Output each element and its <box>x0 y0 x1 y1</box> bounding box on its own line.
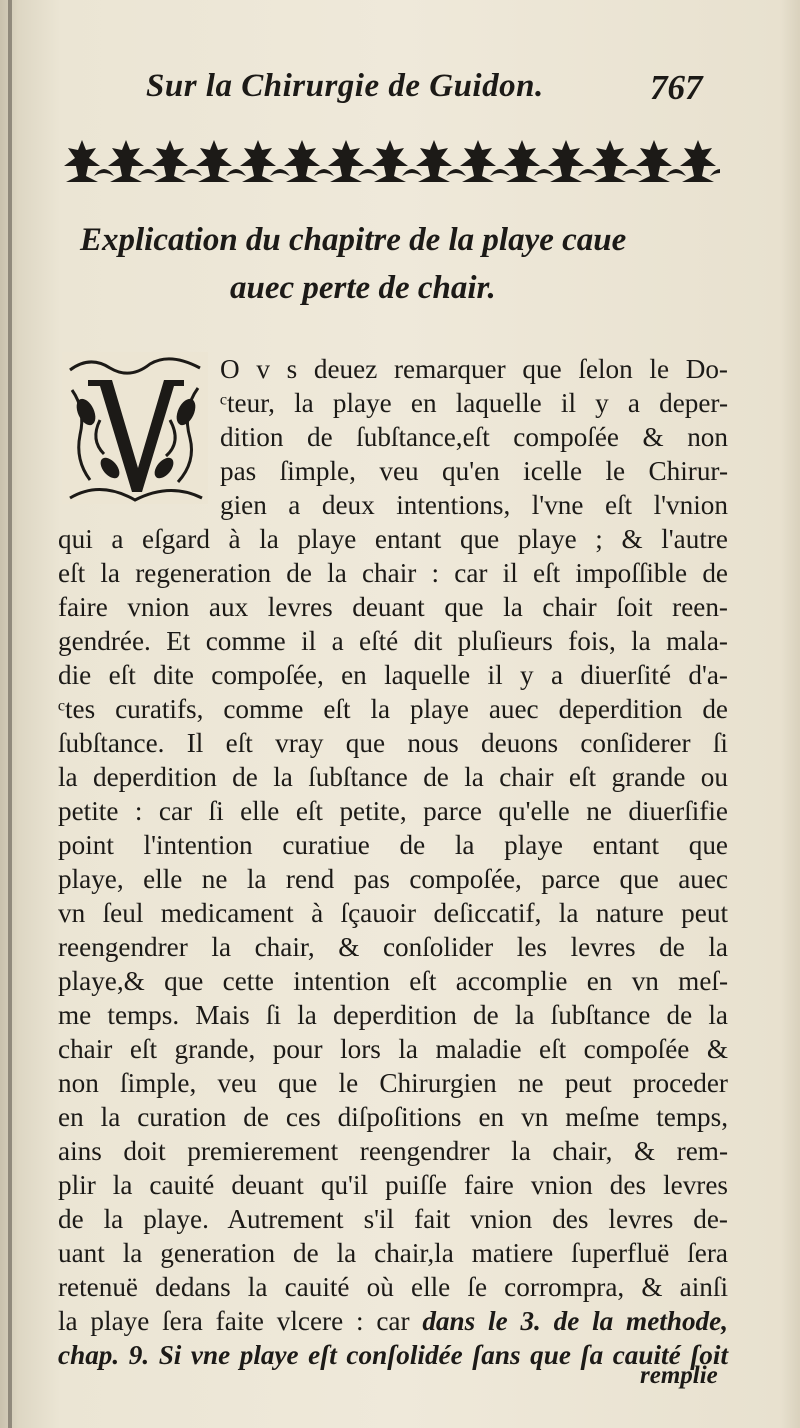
body-line-last <box>58 1304 728 1338</box>
body-line: de la playe. Autrement s'il fait vnion des levres de- <box>58 1204 728 1234</box>
body-line: uant la generation de la chair,la matiere ſuperfluë ſera <box>58 1238 728 1268</box>
body-line: ains doit premierement reengendrer la chair, & rem- <box>58 1136 728 1166</box>
body-line: petite : car ſi elle eſt petite, parce qu'elle ne diuerſifie <box>58 796 728 826</box>
fleuron-link <box>534 169 554 176</box>
fleuron-link <box>666 169 686 176</box>
page-number: 767 <box>650 68 703 107</box>
fleuron-link <box>182 169 202 176</box>
body-line: faire vnion aux levres deuant que la chair ſoit reen- <box>58 592 728 622</box>
body-line: chair eſt grande, pour lors la maladie eſt compoſée & <box>58 1034 728 1064</box>
chapter-heading-line-2: auec perte de chair. <box>230 270 496 306</box>
body-line: me temps. Mais ſi la deperdition de la ſubſtance de la <box>58 1000 728 1030</box>
body-line: retenuë dedans la cauité où elle ſe corrompra, & ainſi <box>58 1272 728 1302</box>
continuation-line: chap. 9. Si vne playe eſt conſolidée ſans que ſa cauité ſoit <box>58 1340 728 1370</box>
body-line: reengendrer la chair, & conſolider les levres de la <box>58 932 728 962</box>
fleuron-link <box>490 169 510 176</box>
fleuron-link <box>578 169 598 176</box>
fleuron-mark <box>548 140 584 182</box>
body-line-italic: dans le 3. de la methode, <box>422 1306 728 1336</box>
body-line: pas ſimple, veu qu'en icelle le Chirur- <box>220 456 728 486</box>
body-line: la deperdition de la ſubſtance de la chair eſt grande ou <box>58 762 728 792</box>
body-line: non ſimple, veu que le Chirurgien ne peut proceder <box>58 1068 728 1098</box>
fleuron-link <box>94 169 114 176</box>
fleuron-link <box>314 169 334 176</box>
fleuron-mark <box>504 140 540 182</box>
body-line: O v s deuez remarquer que ſelon le Do- <box>220 354 728 384</box>
body-line-roman: la playe ſera faite vlcere : car <box>58 1306 410 1336</box>
fleuron-mark <box>328 140 364 182</box>
body-text <box>58 352 728 1372</box>
body-line: die eſt dite compoſée, en laquelle il y a diuerſité d'a- <box>58 660 728 690</box>
fleuron-mark <box>416 140 452 182</box>
page-gutter-shadow <box>8 0 12 1428</box>
body-line: ᶜtes curatifs, comme eſt la playe auec deperdition de <box>58 694 728 724</box>
body-line: ſubſtance. Il eſt vray que nous deuons conſiderer ſi <box>58 728 728 758</box>
body-line: gien a deux intentions, l'vne eſt l'vnion <box>220 490 728 520</box>
fleuron-link <box>622 169 642 176</box>
body-line: eſt la regeneration de la chair : car il eſt impoſſible de <box>58 558 728 588</box>
body-line: ᶜteur, la playe en laquelle il y a deper- <box>220 388 728 418</box>
fleuron-mark <box>108 140 144 182</box>
running-title: Sur la Chirurgie de Guidon. <box>146 68 544 104</box>
chapter-heading-line-1: Explication du chapitre de la playe caue <box>80 222 627 258</box>
fleuron-mark <box>592 140 628 182</box>
body-line: dition de ſubſtance,eſt compoſée & non <box>220 422 728 452</box>
body-line: vn ſeul medicament à ſçauoir deſiccatif, la nature peut <box>58 898 728 928</box>
fleuron-link <box>710 169 720 176</box>
body-line: point l'intention curatiue de la playe entant que <box>58 830 728 860</box>
fleuron-mark <box>152 140 188 182</box>
fleuron-mark <box>64 140 100 182</box>
fleuron-link <box>446 169 466 176</box>
fleuron-mark <box>460 140 496 182</box>
body-line: qui a eſgard à la playe entant que playe ; & l'autre <box>58 524 728 554</box>
fleuron-link <box>138 169 158 176</box>
fleuron-band-icon <box>60 136 720 188</box>
fleuron-mark <box>680 140 716 182</box>
fleuron-link <box>270 169 290 176</box>
fleuron-mark <box>636 140 672 182</box>
fleuron-link <box>226 169 246 176</box>
body-line: playe, elle ne la rend pas compoſée, parce que auec <box>58 864 728 894</box>
fleuron-link <box>402 169 422 176</box>
catchword: remplie <box>640 1362 718 1389</box>
running-head <box>0 68 800 118</box>
fleuron-mark <box>240 140 276 182</box>
body-line: en la curation de ces diſpoſitions en vn meſme temps, <box>58 1102 728 1132</box>
fleuron-link <box>358 169 378 176</box>
body-line: plir la cauité deuant qu'il puiſſe faire vnion des levres <box>58 1170 728 1200</box>
fleuron-mark <box>284 140 320 182</box>
fleuron-mark <box>372 140 408 182</box>
body-line: playe,& que cette intention eſt accomplie en vn meſ- <box>58 966 728 996</box>
body-line: gendrée. Et comme il a eſté dit pluſieurs fois, la mala- <box>58 626 728 656</box>
fleuron-mark <box>196 140 232 182</box>
